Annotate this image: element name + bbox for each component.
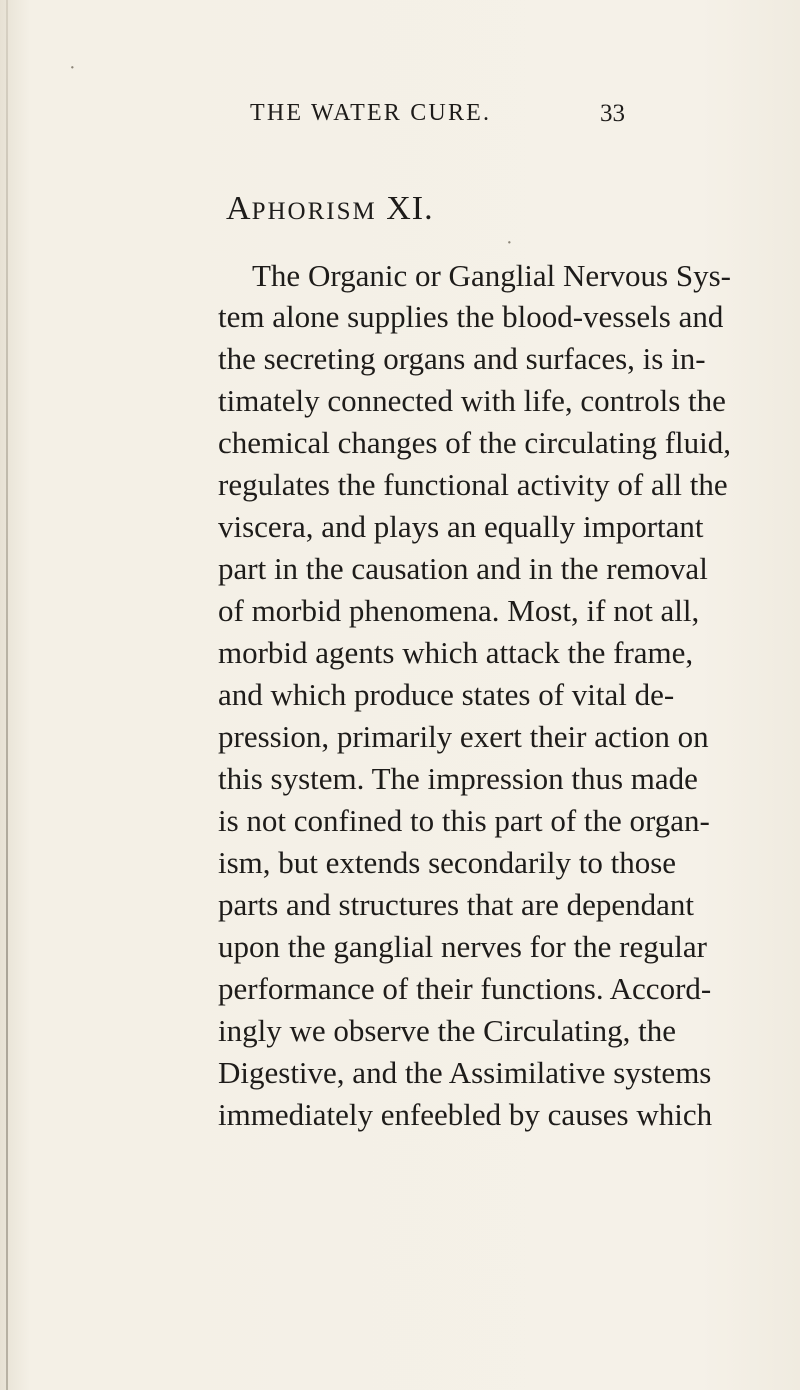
text-line: Digestive, and the Assimilative systems (218, 1055, 712, 1090)
text-line: this system. The impression thus made (218, 761, 698, 796)
text-line: of morbid phenomena. Most, if not all, (218, 593, 700, 628)
text-line: viscera, and plays an equally important (218, 509, 704, 544)
text-line: ism, but extends secondarily to those (218, 845, 677, 880)
text-line: regulates the functional activity of all the (218, 467, 728, 502)
text-line: part in the causation and in the removal (218, 551, 708, 586)
heading-numeral: XI. (376, 190, 434, 227)
page-number: 33 (600, 100, 625, 127)
text-line: morbid agents which attack the frame, (218, 635, 694, 670)
text-line: upon the ganglial nerves for the regular (218, 929, 707, 964)
text-line: performance of their functions. Accord- (218, 971, 712, 1006)
text-line: immediately enfeebled by causes which (218, 1097, 713, 1132)
text-line: chemical changes of the circulating fluid, (218, 425, 732, 460)
text-line: ingly we observe the Circulating, the (218, 1013, 676, 1048)
running-title: THE WATER CURE. (250, 100, 492, 126)
heading-initial: A (226, 190, 252, 227)
text-line: The Organic or Ganglial Nervous Sys- (252, 258, 731, 293)
text-line: tem alone supplies the blood-vessels and (218, 299, 724, 334)
print-speck: · (506, 232, 513, 254)
text-line: pression, primarily exert their action on (218, 719, 709, 754)
print-speck: · (69, 57, 76, 79)
text-line: timately connected with life, controls the (218, 383, 726, 418)
text-line: is not confined to this part of the organ- (218, 803, 710, 838)
text-line: parts and structures that are dependant (218, 887, 695, 922)
heading-smallcaps: PHORISM (251, 198, 377, 225)
text-line: the secreting organs and surfaces, is in- (218, 341, 706, 376)
text-line: and which produce states of vital de- (218, 677, 675, 712)
